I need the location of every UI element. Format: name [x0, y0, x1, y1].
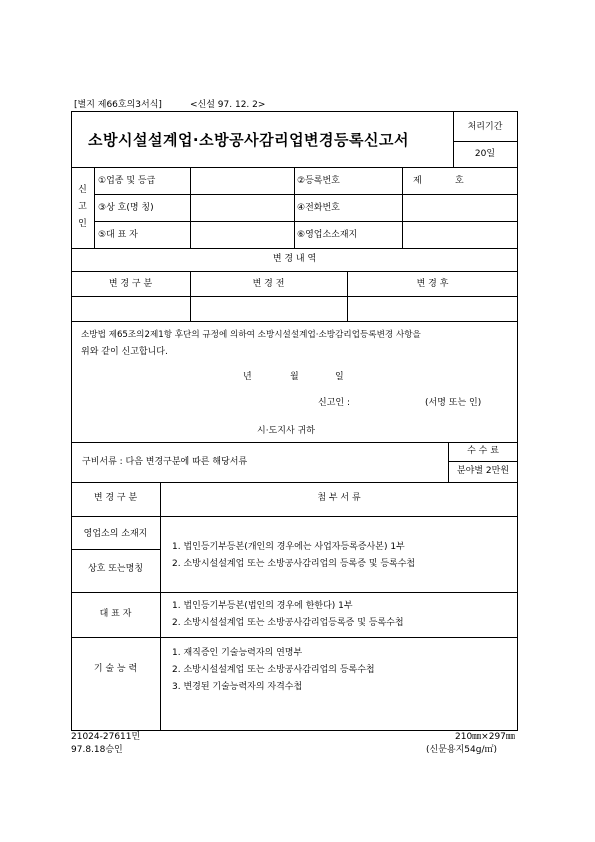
reg-no-je: 제: [413, 176, 422, 186]
recipient: 시·도지사 귀하: [257, 426, 315, 436]
required-documents-label: 구비서류 : 다음 변경구분에 따른 해당서류: [82, 457, 248, 467]
footer-code: 21024-27611민: [71, 732, 141, 742]
changes-col-type: 변 경 구 분: [108, 279, 153, 289]
applicant-side-1: 신: [78, 185, 87, 195]
changes-col-after: 변 경 후: [416, 279, 449, 289]
date-year: 년: [243, 372, 252, 382]
attachment-row-type-alt: 상호 또는명칭: [87, 564, 144, 574]
declaration-line2: 위와 같이 신고합니다.: [81, 347, 168, 357]
changes-section-title: 변 경 내 역: [272, 254, 317, 264]
footer-approval: 97.8.18승인: [71, 745, 123, 755]
reg-no-ho: 호: [455, 176, 464, 186]
attachment-row-type: 영업소의 소재지: [83, 529, 148, 539]
attachment-item: 2. 소방시설설계업 또는 소방공사감리업의 등록증 및 등록수첩: [172, 559, 416, 569]
attachment-item: 1. 법인등기부등본(법인의 경우에 한한다) 1부: [172, 601, 353, 611]
form-title: 소방시설설계업·소방공사감리업변경등록신고서: [88, 131, 409, 149]
applicant-side-2: 고: [78, 202, 87, 212]
revision-date: <신설 97. 12. 2>: [190, 100, 266, 110]
date-day: 일: [335, 372, 344, 382]
sign-or-seal: (서명 또는 인): [425, 398, 482, 408]
date-month: 월: [290, 372, 299, 382]
declaration-line1: 소방법 제65조의2제1항 후단의 규정에 의하여 소방시설설계업·소방감리업등록변경 사항을: [81, 330, 421, 340]
applicant-side-3: 인: [78, 219, 87, 229]
attachment-item: 1. 재직증인 기술능력자의 연명부: [172, 648, 303, 658]
applicant-sign-label: 신고인 :: [318, 398, 350, 408]
attachment-row-type: 기 술 능 력: [93, 664, 138, 674]
processing-label: 처리기간: [467, 122, 503, 132]
attachments-col-docs: 첨 부 서 류: [317, 493, 361, 503]
reg-no-label: ②등록번호: [297, 176, 340, 186]
form-number: [별지 제66호의3서식]: [74, 100, 162, 110]
phone-label: ④전화번호: [297, 203, 340, 213]
fee-value: 분야별 2만원: [456, 466, 510, 476]
processing-value: 20일: [474, 149, 496, 159]
office-address-label: ⑥영업소소재지: [297, 230, 358, 240]
representative-label: ⑤대 표 자: [98, 230, 138, 240]
attachment-item: 1. 법인등기부등본(개인의 경우에는 사업자등록증사본) 1부: [172, 542, 405, 552]
attachments-col-type: 변 경 구 분: [93, 493, 138, 503]
attachment-row-type: 대 표 자: [99, 609, 132, 619]
footer-size: 210㎜×297㎜: [455, 732, 515, 742]
fee-label: 수 수 료: [467, 446, 499, 456]
changes-col-before: 변 경 전: [252, 279, 285, 289]
attachment-item: 2. 소방시설설계업 또는 소방공사감리업등록증 및 등록수첩: [172, 618, 404, 628]
trade-name-label: ③상 호(명 칭): [98, 203, 154, 213]
attachment-item: 2. 소방시설설계업 또는 소방공사감리업의 등록수첩: [172, 665, 375, 675]
business-type-label: ①업종 및 등급: [98, 176, 156, 186]
attachment-item: 3. 변경된 기술능력자의 자격수첩: [172, 682, 303, 692]
footer-paper: (신문용지54g/㎡): [426, 745, 497, 755]
